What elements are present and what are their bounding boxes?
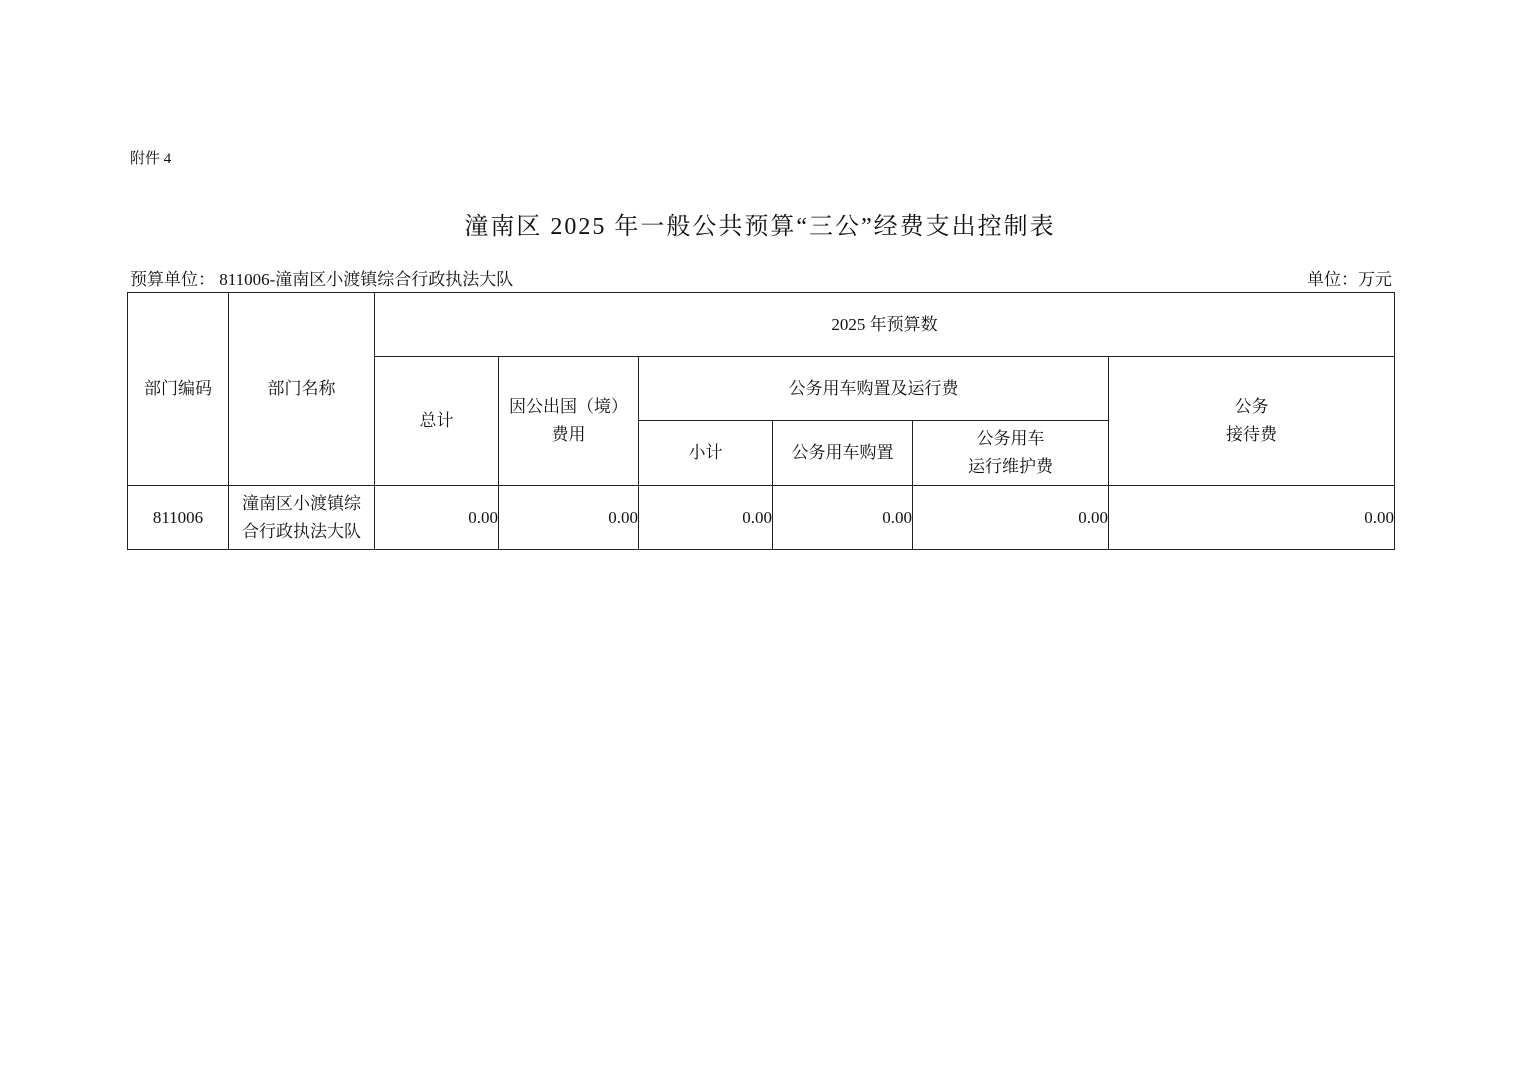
cell-dept-name <box>229 486 375 550</box>
header-abroad-line2: 费用 <box>551 425 586 444</box>
table-row <box>128 486 1395 550</box>
header-reception-line2: 接待费 <box>1226 425 1277 444</box>
header-dept-name: 部门名称 <box>229 293 375 486</box>
cell-abroad: 0.00 <box>499 486 639 550</box>
header-subtotal: 小计 <box>639 421 773 486</box>
header-reception-line1: 公务 <box>1234 397 1269 416</box>
header-dept-code: 部门编码 <box>128 293 229 486</box>
header-abroad <box>499 357 639 486</box>
header-vehicle-purchase: 公务用车购置 <box>773 421 913 486</box>
cell-vehicle-run: 0.00 <box>913 486 1109 550</box>
header-reception <box>1109 357 1395 486</box>
cell-dept-name-line2: 合行政执法大队 <box>242 521 361 541</box>
header-budget-group: 2025 年预算数 <box>375 293 1395 357</box>
header-vehicle-run-line1: 公务用车 <box>976 429 1045 448</box>
cell-subtotal: 0.00 <box>639 486 773 550</box>
cell-total: 0.00 <box>375 486 499 550</box>
cell-dept-name-line1: 潼南区小渡镇综 <box>242 493 361 513</box>
header-vehicle-group: 公务用车购置及运行费 <box>639 357 1109 421</box>
document-title: 潼南区 2025 年一般公共预算“三公”经费支出控制表 <box>464 214 1056 240</box>
cell-dept-code: 811006 <box>128 486 229 550</box>
header-vehicle-run-line2: 运行维护费 <box>968 457 1053 476</box>
currency-unit-label: 单位：万元 <box>1307 270 1392 289</box>
cell-vehicle-purchase: 0.00 <box>773 486 913 550</box>
header-total: 总计 <box>375 357 499 486</box>
header-abroad-line1: 因公出国（境） <box>509 397 628 416</box>
budget-unit-label: 预算单位： 811006-潼南区小渡镇综合行政执法大队 <box>130 270 514 289</box>
attachment-label: 附件 4 <box>130 151 172 167</box>
cell-reception: 0.00 <box>1109 486 1395 550</box>
budget-table <box>127 292 1395 550</box>
header-vehicle-run <box>913 421 1109 486</box>
